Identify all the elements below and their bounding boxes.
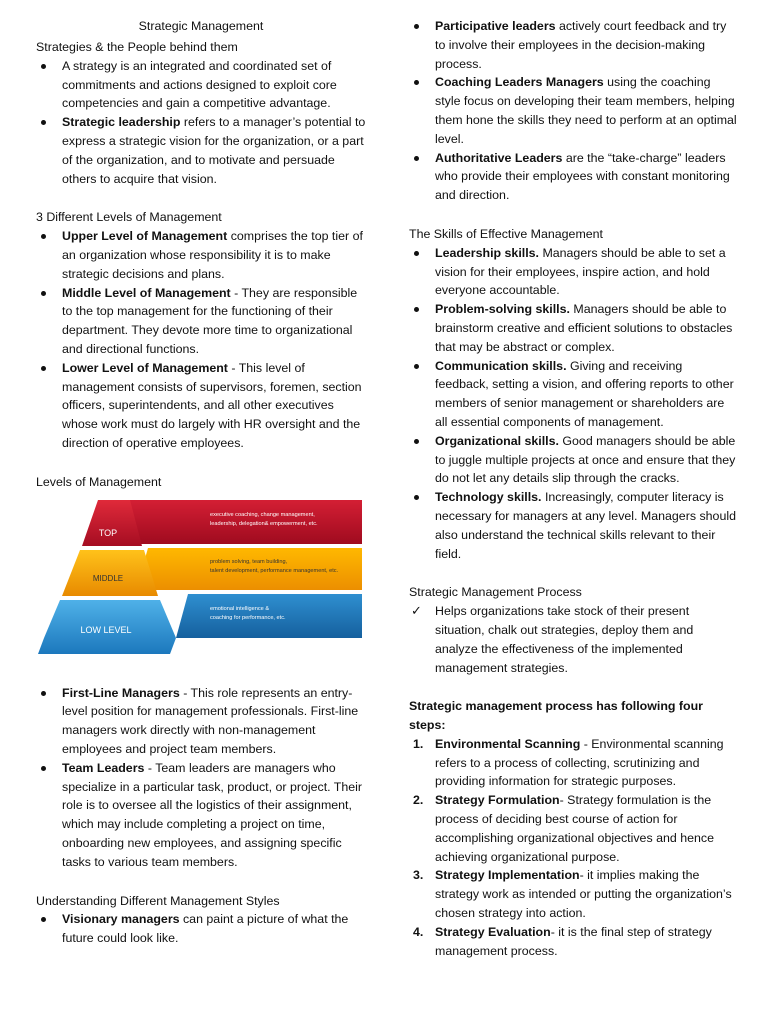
left-column xyxy=(36,0,366,948)
right-column xyxy=(409,17,739,960)
management-styles-list-continued xyxy=(409,17,739,205)
pyramid-label-top: TOP xyxy=(98,527,118,538)
list-item: Middle Level of Management - They are responsible to the top management for the functioning of their department. They devote more time to organizational and directional functions. xyxy=(36,284,366,359)
list-item: A strategy is an integrated and coordinated set of commitments and actions designed to exploit core competencies and gain a competitive advantage. xyxy=(36,57,366,113)
section-heading-management-styles: Understanding Different Management Styles xyxy=(36,893,280,908)
steps-list xyxy=(409,735,739,961)
middle-band-desc-1: problem solving, team building, xyxy=(210,558,288,565)
top-band-desc-2: leadership, delegation& empowerment, etc. xyxy=(210,520,318,527)
process-list xyxy=(409,602,739,677)
section-heading-levels: 3 Different Levels of Management xyxy=(36,210,222,225)
management-styles-list xyxy=(36,910,366,948)
skills-list xyxy=(409,244,739,564)
list-item: 4. Strategy Evaluation- it is the final step of strategy management process. xyxy=(413,924,712,958)
list-item: Team Leaders - Team leaders are managers who specialize in a particular task, product, or project. Their role is to oversee all the logistics of their assignment, which may include completing a project on time, onboarding new employees, and assigning specific tasks to various team members. xyxy=(36,759,366,872)
list-item: Technology skills. Increasingly, computer literacy is necessary for managers at any level. Managers should also understand the technical skills relevant to their field. xyxy=(409,488,739,563)
list-item: Lower Level of Management - This level of management consists of supervisors, foremen, section officers, superintendents, and all other executives whose work must do largely with HR oversight and the direction of operative employees. xyxy=(36,359,366,453)
list-item: 2. Strategy Formulation- Strategy formulation is the process of deciding best course of action for accomplishing organizational objectives and hence achieving organizational purpose. xyxy=(413,793,714,864)
list-item: Leadership skills. Managers should be able to set a vision for their employees, inspire action, and hold everyone accountable. xyxy=(409,244,739,300)
section-heading-four-steps: Strategic management process has following four steps: xyxy=(409,699,703,733)
list-item: Participative leaders actively court feedback and try to involve their employees in the decision-making process. xyxy=(409,17,739,73)
low-band-desc-1: emotional intelligence & xyxy=(210,605,270,612)
section-heading-levels-of-management: Levels of Management xyxy=(36,474,162,489)
section-heading-skills: The Skills of Effective Management xyxy=(409,226,603,241)
manager-types-list xyxy=(36,684,366,872)
checkmark-icon: ✓ xyxy=(411,603,422,619)
document-title: Strategic Management xyxy=(138,19,264,33)
list-item: Organizational skills. Good managers should be able to juggle multiple projects at once and ensure that they do not let any details slip through the cracks. xyxy=(409,432,739,488)
list-item: Authoritative Leaders are the “take-charge” leaders who provide their employees with constant monitoring and direction. xyxy=(409,149,739,205)
list-item: Visionary managers can paint a picture of what the future could look like. xyxy=(36,910,366,948)
low-band-desc-2: coaching for performance, etc. xyxy=(210,614,286,621)
list-item: Coaching Leaders Managers using the coaching style focus on developing their team members, helping them hone the skills they need to perform at an optimal level. xyxy=(409,73,739,148)
list-item: First-Line Managers - This role represents an entry-level position for management professionals. First-line managers work directly with non-management employees and project team members. xyxy=(36,684,366,759)
pyramid-label-middle: MIDDLE xyxy=(92,573,124,583)
list-item: Upper Level of Management comprises the top tier of an organization whose responsibility it is to make strategic decisions and plans. xyxy=(36,227,366,283)
list-item: Problem-solving skills. Managers should be able to brainstorm creative and efficient solutions to obstacles that may be abstract or complex. xyxy=(409,300,739,356)
section-heading-process: Strategic Management Process xyxy=(409,585,582,600)
levels-list xyxy=(36,227,366,453)
list-item: ✓ Helps organizations take stock of their present situation, chalk out strategies, deploy them and analyze the effectiveness of the implemented management strategies. xyxy=(411,603,694,675)
list-item: 1. Environmental Scanning - Environmental scanning refers to a process of collecting, scrutinizing and providing information for strategic purposes. xyxy=(413,736,724,789)
management-pyramid-diagram xyxy=(36,498,366,672)
strategies-list xyxy=(36,57,366,189)
list-item: 3. Strategy Implementation- it implies making the strategy work as intended or putting the organization’s chosen strategy into action. xyxy=(413,868,732,921)
section-heading-strategies: Strategies & the People behind them xyxy=(36,40,238,54)
list-item: Strategic leadership refers to a manager’s potential to express a strategic vision for the organization, or a part of the organization, and to motivate and persuade others to acquire that vision. xyxy=(36,113,366,188)
top-band-desc-1: executive coaching, change management, xyxy=(210,511,315,518)
pyramid-label-low: LOW LEVEL xyxy=(80,624,132,635)
middle-band-desc-2: talent development, performance management, etc. xyxy=(210,567,339,574)
pyramid-middle-tier xyxy=(62,550,158,596)
list-item: Communication skills. Giving and receiving feedback, setting a vision, and offering reports to other members of senior management or shareholders are all essential components of management. xyxy=(409,357,739,432)
